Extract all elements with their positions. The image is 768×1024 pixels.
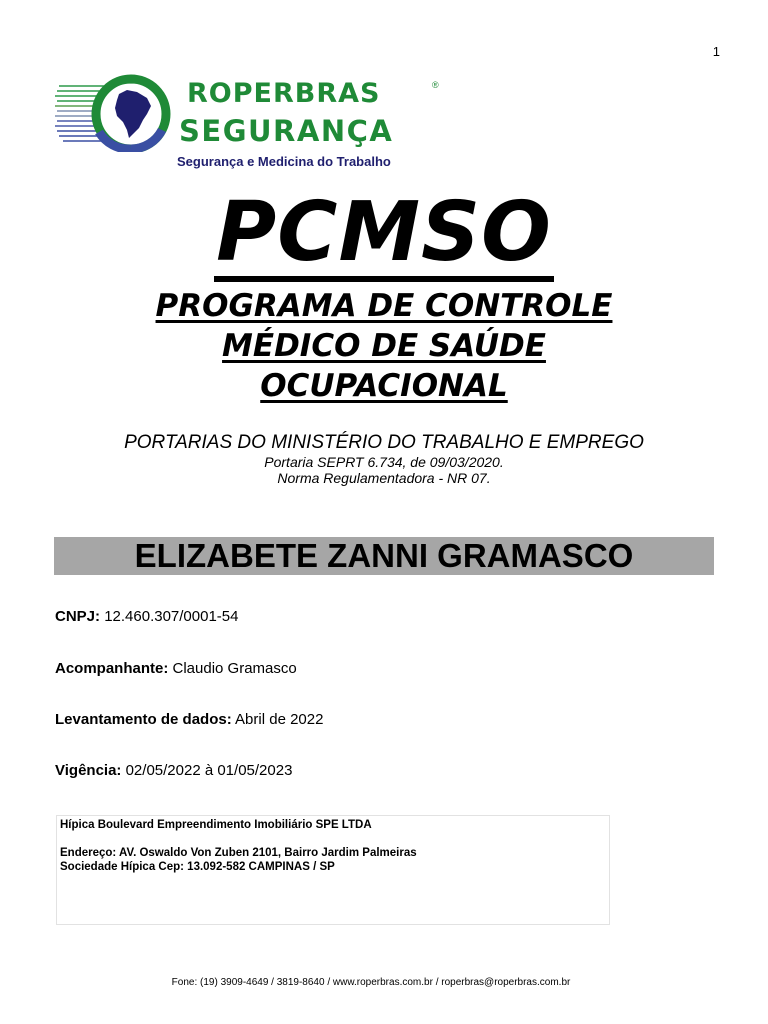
cnpj-field	[55, 608, 238, 625]
logo-tagline: Segurança e Medicina do Trabalho	[177, 154, 391, 169]
portarias-block	[0, 432, 768, 486]
document-main-title: PCMSO	[216, 185, 552, 280]
logo-name-line1: ROPERBRAS	[187, 78, 381, 109]
document-subtitle	[0, 286, 768, 406]
document-title-block	[0, 185, 768, 406]
address-company-line: Hípica Boulevard Empreendimento Imobiliário SPE LTDA	[60, 819, 372, 831]
levantamento-field	[55, 711, 323, 728]
subtitle-line-1: PROGRAMA DE CONTROLE	[155, 288, 613, 324]
page-number: 1	[712, 44, 720, 59]
acompanhante-value: Claudio Gramasco	[172, 660, 297, 677]
levantamento-label: Levantamento de dados:	[55, 711, 232, 728]
vigencia-value: 02/05/2022 à 01/05/2023	[125, 762, 293, 779]
portaria-reference: Portaria SEPRT 6.734, de 09/03/2020.	[264, 454, 504, 470]
address-street-line: Endereço: AV. Oswaldo Von Zuben 2101, Bairro Jardim Palmeiras	[60, 847, 417, 859]
levantamento-value: Abril de 2022	[235, 711, 324, 728]
company-name-bar: ELIZABETE ZANNI GRAMASCO	[54, 537, 714, 575]
cnpj-label: CNPJ:	[55, 608, 101, 625]
address-box	[56, 815, 610, 925]
acompanhante-field	[55, 660, 297, 677]
vigencia-field	[55, 762, 292, 779]
cnpj-value: 12.460.307/0001-54	[104, 608, 239, 625]
portarias-heading: PORTARIAS DO MINISTÉRIO DO TRABALHO E EMPREGO	[124, 432, 644, 453]
address-cep-line: Sociedade Hípica Cep: 13.092-582 CAMPINAS / SP	[60, 861, 335, 873]
acompanhante-label: Acompanhante:	[55, 660, 169, 677]
page-footer: Fone: (19) 3909-4649 / 3819-8640 / www.roperbras.com.br / roperbras@roperbras.com.br	[171, 977, 571, 988]
company-logo	[55, 70, 455, 170]
logo-name-line2: SEGURANÇA	[179, 114, 394, 148]
brazil-globe-logo-icon	[55, 74, 180, 152]
subtitle-line-2: MÉDICO DE SAÚDE	[222, 328, 546, 364]
subtitle-line-3: OCUPACIONAL	[260, 368, 508, 404]
norma-reference: Norma Regulamentadora - NR 07.	[277, 470, 491, 486]
vigencia-label: Vigência:	[55, 762, 122, 779]
registered-mark: ®	[432, 80, 439, 90]
